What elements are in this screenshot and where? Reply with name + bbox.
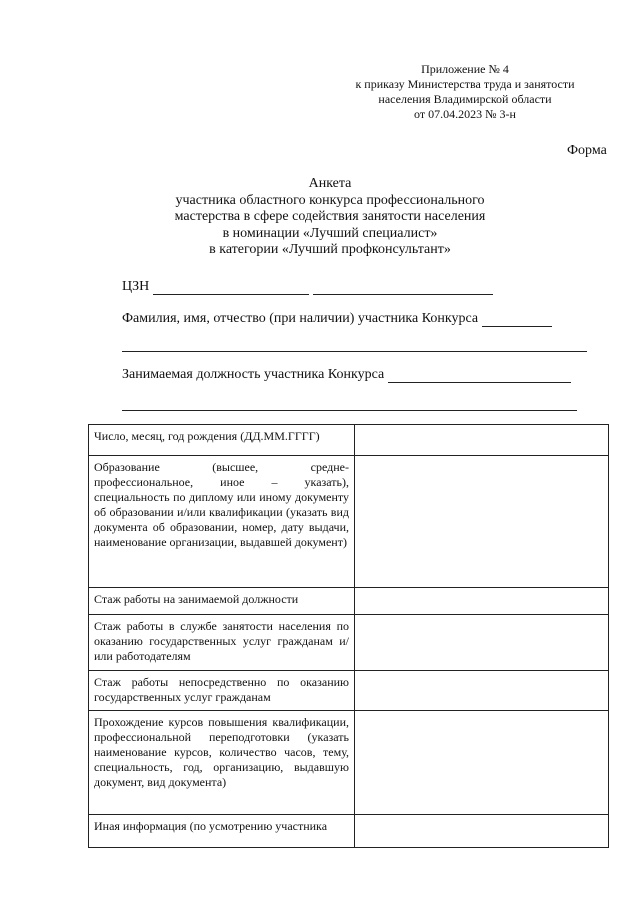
table-row	[89, 615, 609, 671]
row-value-courses[interactable]	[355, 711, 609, 815]
row-value-service-experience[interactable]	[355, 615, 609, 671]
row-value-direct-experience[interactable]	[355, 671, 609, 711]
table-row	[89, 456, 609, 588]
fio-input-line-2[interactable]	[122, 351, 587, 352]
fio-label: Фамилия, имя, отчество (при наличии) участника Конкурса	[122, 311, 479, 326]
fio-input-line[interactable]	[482, 312, 552, 327]
row-value-position-experience[interactable]	[355, 588, 609, 615]
row-value-education[interactable]	[355, 456, 609, 588]
questionnaire-table	[88, 424, 609, 848]
fio-field	[122, 311, 552, 327]
czn-field	[122, 279, 493, 295]
czn-label: ЦЗН	[122, 279, 150, 294]
appendix-header	[345, 62, 585, 122]
row-label-service-experience: Стаж работы в службе занятости населения по оказанию государственных услуг гражданам и/или работодателям	[89, 615, 355, 671]
appendix-number: Приложение № 4	[421, 62, 509, 76]
row-label-courses: Прохождение курсов повышения квалификации, профессиональной переподготовки (указать наименование курсов, количество часов, тему, специальность, год, организацию, выдавшую документ, вид документа)	[89, 711, 355, 815]
czn-input-line-2[interactable]	[313, 280, 493, 295]
title-line-3: мастерства в сфере содействия занятости населения	[174, 209, 486, 224]
table-row	[89, 588, 609, 615]
row-label-other-info: Иная информация (по усмотрению участника	[89, 815, 355, 848]
table-row	[89, 815, 609, 848]
row-label-birthdate: Число, месяц, год рождения (ДД.ММ.ГГГГ)	[89, 425, 355, 456]
row-label-position-experience: Стаж работы на занимаемой должности	[89, 588, 355, 615]
position-input-line[interactable]	[388, 368, 571, 383]
position-field	[122, 367, 571, 383]
row-value-birthdate[interactable]	[355, 425, 609, 456]
position-label: Занимаемая должность участника Конкурса	[122, 367, 385, 382]
title-line-2: участника областного конкурса профессионального	[175, 192, 485, 208]
table-row	[89, 671, 609, 711]
row-label-education: Образование (высшее, средне-профессиональное, иное – указать), специальность по диплому или иному документу об образовании и/или квалификации (указать вид документа об образовании, номер, дату выдачи, наименование организации, выдавшей документ)	[89, 456, 355, 588]
row-value-other-info[interactable]	[355, 815, 609, 848]
row-label-direct-experience: Стаж работы непосредственно по оказанию государственных услуг гражданам	[89, 671, 355, 711]
title-line-1: Анкета	[308, 176, 352, 191]
table-row	[89, 425, 609, 456]
document-title	[150, 176, 510, 259]
position-input-line-2[interactable]	[122, 410, 577, 411]
appendix-region: населения Владимирской области	[378, 92, 552, 106]
title-line-5: в категории «Лучший профконсультант»	[209, 242, 451, 257]
appendix-date: от 07.04.2023 № 3-н	[414, 107, 516, 121]
appendix-order: к приказу Министерства труда и занятости	[355, 77, 575, 91]
form-label: Форма	[567, 143, 607, 158]
table-row	[89, 711, 609, 815]
title-line-4: в номинации «Лучший специалист»	[222, 225, 438, 241]
czn-input-line-1[interactable]	[153, 280, 309, 295]
